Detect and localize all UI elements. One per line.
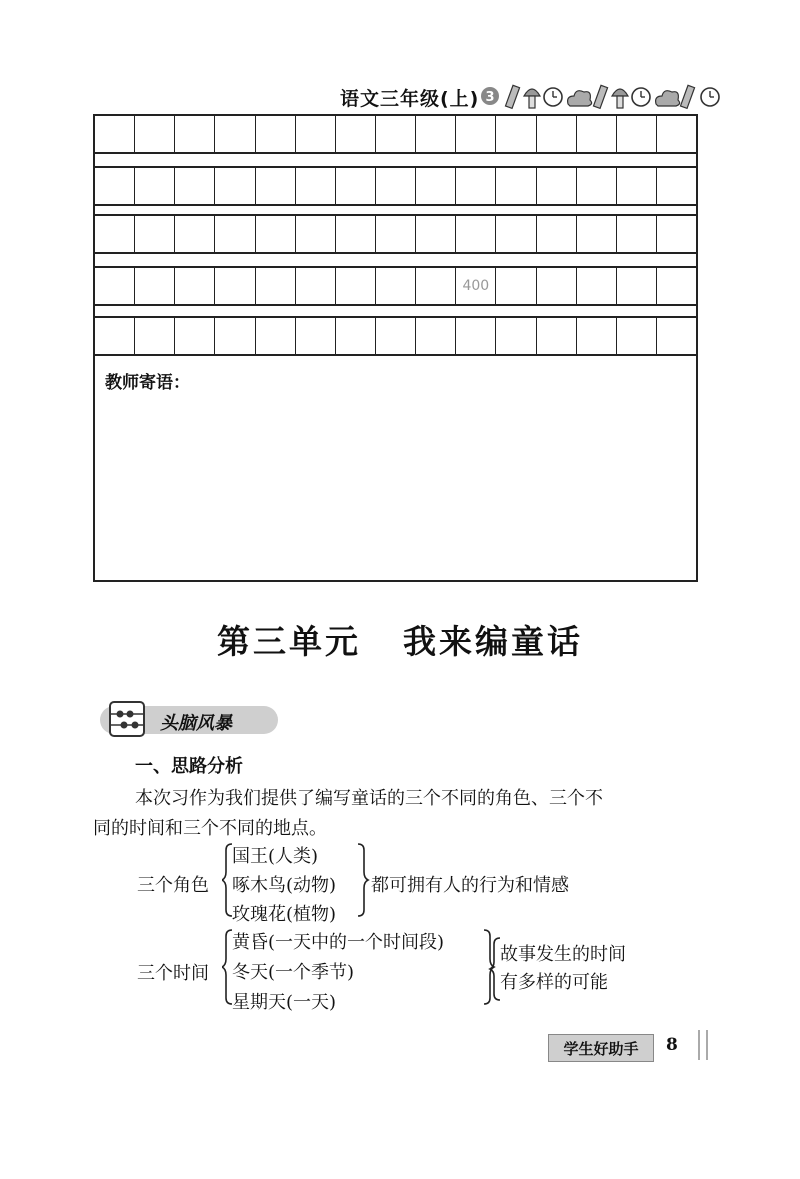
grid-cell [416,168,456,204]
grid-cell [256,116,296,152]
grid-cell [93,318,135,354]
header-decoration [480,80,725,112]
grid-cell [617,318,657,354]
grid-cell [135,318,175,354]
grid-cell [93,268,135,304]
alarm-clock-icon [544,88,562,106]
grid-cell [376,116,416,152]
grid-cell [456,318,496,354]
analysis-paragraph: 本次习作为我们提供了编写童话的三个不同的角色、三个不 同的时间和三个不同的地点。 [93,788,603,839]
grid-cell [336,268,376,304]
pencil-icon [680,85,694,108]
grid-cell [537,216,577,252]
alarm-clock-icon [632,88,650,106]
grid-cell [175,168,215,204]
grid-cell [256,168,296,204]
role-item: 啄木鸟(动物) [232,875,337,896]
times-note: 有多样的可能 [500,972,608,993]
role-item: 国王(人类) [232,846,319,867]
grid-cell [496,268,536,304]
mushroom-icon [612,89,628,108]
times-label: 三个时间 [137,963,209,984]
grid-cell [416,318,456,354]
grid-cell [456,168,496,204]
roles-label: 三个角色 [137,875,209,896]
grid-cell [215,268,255,304]
grid-row-gap [93,254,698,268]
mushroom-icon [524,89,540,108]
unit-number: 第三单元 [217,622,361,661]
grid-cell [175,268,215,304]
footer-divider [698,1030,700,1060]
grid-cell [215,318,255,354]
grid-cell [376,318,416,354]
grid-cell [336,216,376,252]
grid-row [93,316,698,356]
svg-text:3: 3 [485,90,495,105]
unit-topic: 我来编童话 [403,622,583,661]
grid-cell [456,216,496,252]
grid-cell [256,268,296,304]
page-number: 8 [666,1035,678,1055]
roles-brace-right [356,842,370,918]
grid-cell [617,268,657,304]
header-title: 语文三年级(上) [340,88,480,110]
grid-cell [376,168,416,204]
grid-cell [577,318,617,354]
grid-row [93,114,698,154]
time-item: 星期天(一天) [232,992,337,1013]
grid-cell [296,268,336,304]
grid-cell [537,268,577,304]
grid-cell [456,116,496,152]
grid-cell [416,216,456,252]
grid-cell [175,318,215,354]
footer-divider [706,1030,708,1060]
grid-cell [296,216,336,252]
abacus-icon [110,702,144,736]
grid-row [93,166,698,206]
grid-cell [135,116,175,152]
time-item: 冬天(一个季节) [232,962,355,983]
grid-cell [496,318,536,354]
grid-cell [175,116,215,152]
grid-cell [215,168,255,204]
grid-cell [657,216,698,252]
grid-cell [577,268,617,304]
section-label: 头脑风暴 [160,713,232,734]
grid-cell [93,116,135,152]
grid-cell [256,318,296,354]
grid-row-gap [93,152,698,168]
grid-row-gap [93,204,698,218]
pencil-icon [593,85,607,108]
grid-cell [577,216,617,252]
grid-cell [577,116,617,152]
grid-cell [416,268,456,304]
grid-cell [577,168,617,204]
grid-cell [215,216,255,252]
role-item: 玫瑰花(植物) [232,904,337,925]
grid-cell [657,116,698,152]
teacher-comment-box [93,356,698,582]
cloud-icon [568,91,592,106]
grid-cell [416,116,456,152]
grid-cell [496,168,536,204]
grid-cell [537,318,577,354]
grid-cell [296,116,336,152]
time-item: 黄昏(一天中的一个时间段) [232,932,445,953]
alarm-clock-icon [701,88,719,106]
grid-cell [135,168,175,204]
grid-cell [657,268,698,304]
grid-cell [296,168,336,204]
grid-cell [296,318,336,354]
chapter-badge-icon [481,87,499,105]
grid-cell [135,216,175,252]
grid-row [93,214,698,254]
grid-cell [376,268,416,304]
teacher-comment-label: 教师寄语： [105,373,190,393]
grid-cell [617,168,657,204]
grid-cell [657,318,698,354]
footer-label: 学生好助手 [548,1034,654,1062]
grid-cell [336,168,376,204]
grid-cell [135,268,175,304]
grid-cell [617,116,657,152]
roles-note: 都可拥有人的行为和情感 [371,875,569,896]
times-note: 故事发生的时间 [500,944,626,965]
unit-title [0,616,800,663]
grid-cell [93,216,135,252]
grid-cell [537,116,577,152]
grid-row-gap [93,304,698,318]
grid-cell [175,216,215,252]
grid-cell [496,116,536,152]
section-heading: 一、思路分析 [135,756,243,777]
grid-cell [215,116,255,152]
grid-cell [617,216,657,252]
grid-cell [93,168,135,204]
grid-cell [537,168,577,204]
grid-row [93,266,698,306]
word-count-marker: 400 [456,268,496,304]
grid-cell [376,216,416,252]
grid-cell [336,116,376,152]
grid-cell [336,318,376,354]
grid-cell [256,216,296,252]
grid-cell [657,168,698,204]
pencil-icon [505,85,519,108]
cloud-icon [656,91,680,106]
grid-cell [496,216,536,252]
